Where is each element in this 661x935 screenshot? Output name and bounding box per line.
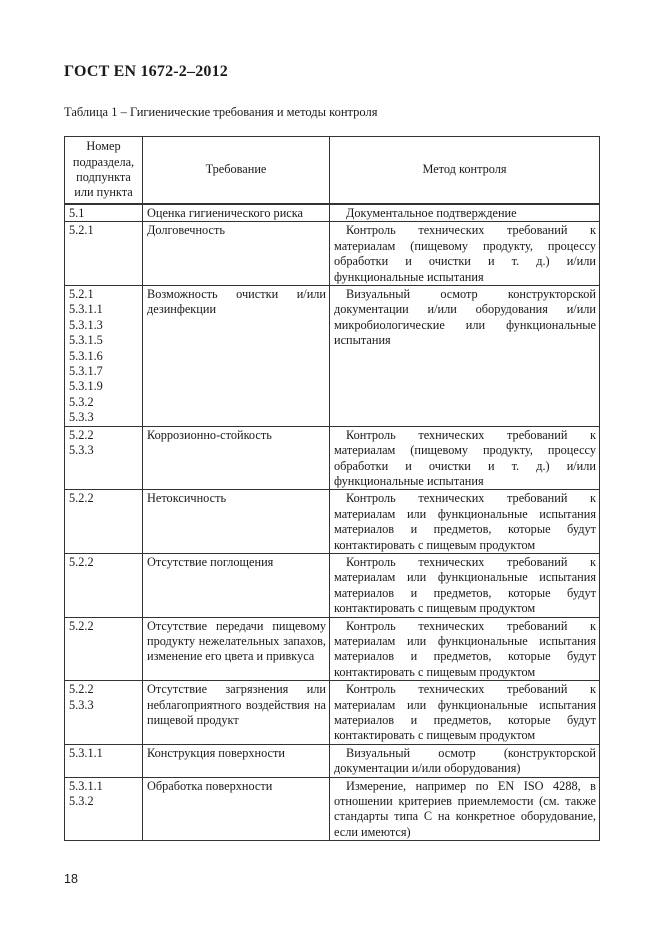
section-number: 5.2.2 xyxy=(69,618,94,633)
cell-requirement: Долговечность xyxy=(143,222,330,286)
cell-section-numbers xyxy=(65,681,143,745)
section-number: 5.1 xyxy=(69,206,85,220)
cell-requirement: Отсутствие загрязнения или неблагоприятного воздействия на пищевой продукт xyxy=(143,681,330,745)
cell-requirement: Отсутствие передачи пищевому продукту нежелательных запахов, изменение его цвета и привкуса xyxy=(143,617,330,681)
cell-requirement: Отсутствие поглощения xyxy=(143,553,330,617)
section-number: 5.3.3 xyxy=(69,410,94,425)
table-row xyxy=(65,777,600,841)
cell-section-numbers xyxy=(65,204,143,222)
requirements-table xyxy=(64,136,600,841)
section-number: 5.3.2 xyxy=(69,394,94,409)
cell-requirement: Нетоксичность xyxy=(143,490,330,554)
cell-method: Контроль технических требований к материалам (пищевому продукту, процессу обработки и очистки и т. д.) и/или функциональные испытания xyxy=(330,426,600,490)
section-number: 5.3.1.7 xyxy=(69,364,103,379)
section-number: 5.2.2 xyxy=(69,427,94,442)
cell-method: Контроль технических требований к материалам или функциональные испытания материалов и предметов, которые будут контактировать с пищевым продуктом xyxy=(330,490,600,554)
page-number: 18 xyxy=(64,872,78,886)
table-row xyxy=(65,490,600,554)
column-header-requirement: Требование xyxy=(143,137,330,205)
section-number: 5.2.2 xyxy=(69,682,94,697)
column-header-number: Номер подраздела, подпункта или пункта xyxy=(65,137,143,205)
cell-section-numbers xyxy=(65,286,143,427)
cell-method: Измерение, например по EN ISO 4288, в отношении критериев приемлемости (см. также стандарты типа С на конкретное оборудование, если имеются) xyxy=(330,777,600,841)
cell-requirement: Возможность очистки и/или дезинфекции xyxy=(143,286,330,427)
cell-requirement: Коррозионно-стойкость xyxy=(143,426,330,490)
cell-requirement: Оценка гигиенического риска xyxy=(143,204,330,222)
cell-section-numbers xyxy=(65,490,143,554)
standard-title: ГОСТ EN 1672-2–2012 xyxy=(64,63,229,80)
cell-section-numbers xyxy=(65,744,143,777)
column-header-method: Метод контроля xyxy=(330,137,600,205)
table-row xyxy=(65,744,600,777)
cell-section-numbers xyxy=(65,222,143,286)
cell-method: Контроль технических требований к материалам или функциональные испытания материалов и предметов, которые будут контактировать с пищевым продуктом xyxy=(330,617,600,681)
section-number: 5.2.2 xyxy=(69,554,94,569)
section-number: 5.3.2 xyxy=(69,794,94,809)
section-number: 5.3.1.9 xyxy=(69,379,103,394)
table-row xyxy=(65,681,600,745)
cell-method: Визуальный осмотр конструкторской документации и/или оборудования и/или микробиологические или функциональные испытания xyxy=(330,286,600,427)
section-number: 5.3.3 xyxy=(69,443,94,458)
section-number: 5.3.1.1 xyxy=(69,778,103,793)
section-number: 5.3.1.6 xyxy=(69,348,103,363)
table-row xyxy=(65,553,600,617)
cell-method: Контроль технических требований к материалам (пищевому продукту, процессу обработки и очистки и т. д.) и/или функциональные испытания xyxy=(330,222,600,286)
cell-requirement: Конструкция поверхности xyxy=(143,744,330,777)
cell-method: Документальное подтверждение xyxy=(330,204,600,222)
section-number: 5.3.3 xyxy=(69,697,94,712)
table-row xyxy=(65,617,600,681)
cell-section-numbers xyxy=(65,426,143,490)
cell-section-numbers xyxy=(65,777,143,841)
cell-section-numbers xyxy=(65,617,143,681)
table-caption: Таблица 1 – Гигиенические требования и методы контроля xyxy=(64,105,378,119)
cell-requirement: Обработка поверхности xyxy=(143,777,330,841)
cell-method: Визуальный осмотр (конструкторской документации и/или оборудования) xyxy=(330,744,600,777)
section-number: 5.2.1 xyxy=(69,287,94,302)
table-body xyxy=(65,204,600,841)
table-row xyxy=(65,204,600,222)
section-number: 5.3.1.1 xyxy=(69,302,103,317)
table-row xyxy=(65,286,600,427)
table-row xyxy=(65,426,600,490)
cell-method: Контроль технических требований к материалам или функциональные испытания материалов и предметов, которые будут контактировать с пищевым продуктом xyxy=(330,681,600,745)
section-number: 5.3.1.3 xyxy=(69,317,103,332)
cell-method: Контроль технических требований к материалам или функциональные испытания материалов и предметов, которые будут контактировать с пищевым продуктом xyxy=(330,553,600,617)
section-number: 5.3.1.1 xyxy=(69,745,103,760)
table-header-row xyxy=(65,137,600,205)
cell-section-numbers xyxy=(65,553,143,617)
section-number: 5.3.1.5 xyxy=(69,333,103,348)
section-number: 5.2.2 xyxy=(69,491,94,506)
table-row xyxy=(65,222,600,286)
section-number: 5.2.1 xyxy=(69,223,94,238)
